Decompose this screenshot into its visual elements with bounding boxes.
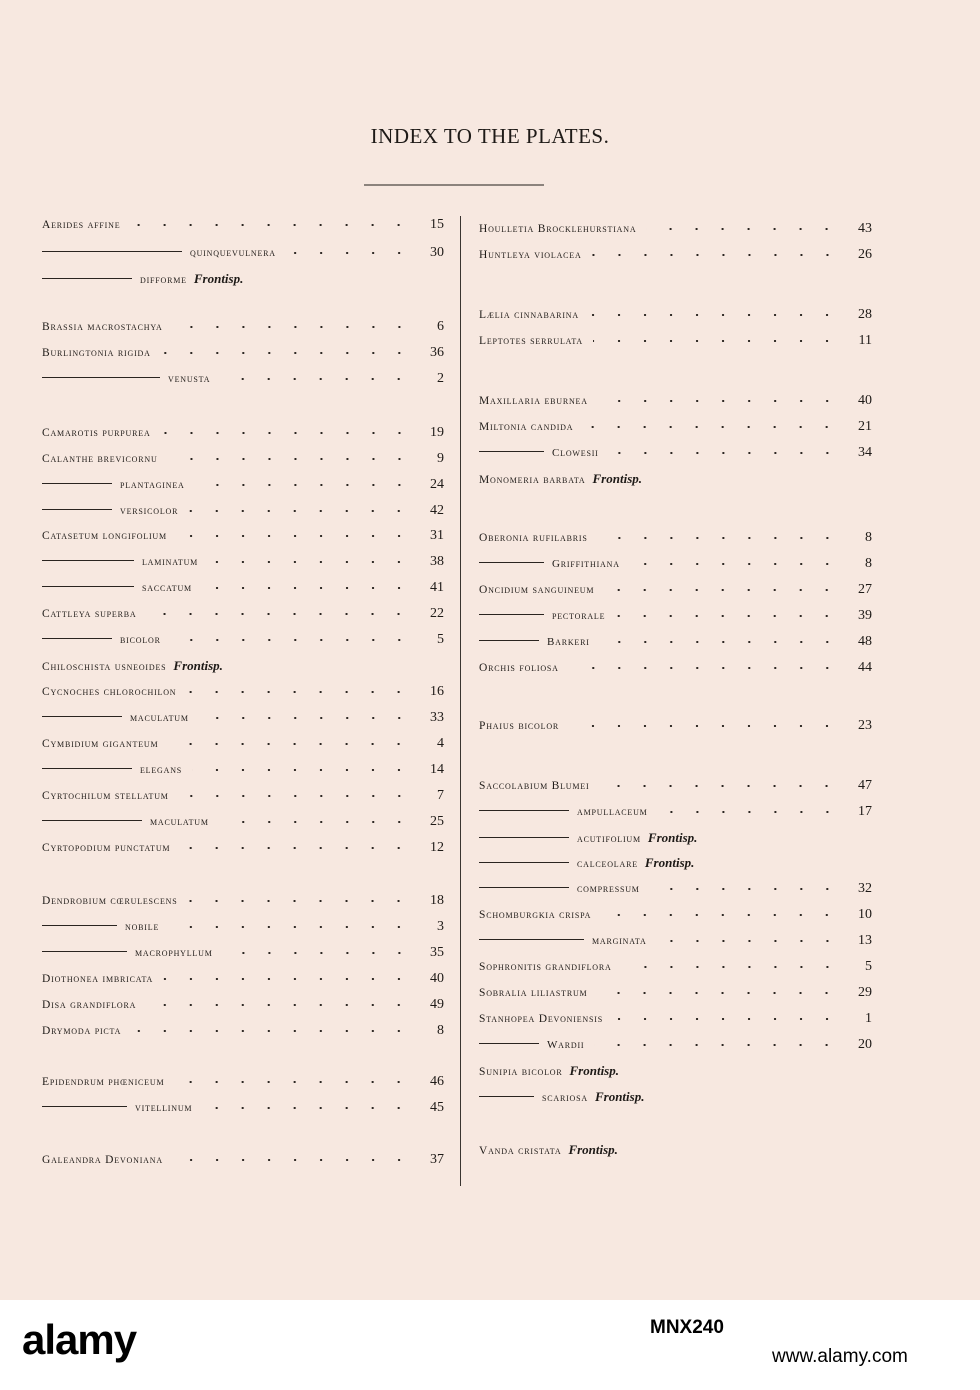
leader-dots	[173, 1159, 412, 1161]
plate-number: 26	[858, 247, 872, 262]
species-name: Cycnoches chlorochilon	[42, 686, 177, 698]
index-entry	[42, 243, 444, 263]
leader-dots	[219, 821, 412, 823]
plate-number: 44	[858, 660, 872, 675]
index-entry	[42, 630, 444, 650]
plate-number: 20	[858, 1037, 872, 1052]
species-name: laminatum	[142, 556, 199, 568]
plate-number: 48	[858, 634, 872, 649]
leader-dots	[186, 691, 412, 693]
index-entry	[42, 995, 444, 1015]
leader-dots	[658, 811, 840, 813]
plate-number: 40	[858, 393, 872, 408]
index-entry	[479, 391, 872, 411]
species-name: nobile	[125, 921, 160, 933]
species-name: Maxillaria eburnea	[479, 395, 588, 407]
plate-number: 2	[437, 371, 444, 386]
frontispiece-note: Frontisp.	[569, 1063, 619, 1078]
plate-number: 10	[858, 907, 872, 922]
species-name: Brassia macrostachya	[42, 321, 163, 333]
plate-number: 1	[865, 1011, 872, 1026]
image-id: MNX240	[650, 1317, 724, 1338]
index-entry	[479, 957, 872, 977]
index-entry	[479, 469, 872, 489]
leader-dots	[646, 228, 840, 230]
frontispiece-note: Frontisp.	[592, 471, 643, 486]
leader-dots	[174, 1081, 412, 1083]
plate-number: 45	[430, 1100, 444, 1115]
species-name: Cyrtochilum stellatum	[42, 790, 169, 802]
index-entry	[479, 802, 872, 822]
index-entry	[42, 1021, 444, 1041]
plate-number: 28	[858, 307, 872, 322]
index-entry	[42, 215, 444, 235]
index-entry	[42, 269, 444, 289]
species-name: Sobralia liliastrum	[479, 987, 588, 999]
frontispiece-note: Frontisp.	[647, 830, 698, 845]
leader-dots	[202, 587, 412, 589]
leader-dots	[604, 589, 840, 591]
species-name: Vanda cristata	[479, 1145, 562, 1157]
index-entry	[479, 245, 872, 265]
plate-number: 8	[865, 530, 872, 545]
ditto-rule	[42, 377, 160, 378]
leader-dots	[168, 458, 412, 460]
index-entry	[42, 838, 444, 858]
index-entry	[479, 632, 872, 652]
plate-number: 19	[430, 425, 444, 440]
ditto-rule	[479, 939, 584, 940]
leader-dots	[589, 314, 840, 316]
index-entry	[479, 528, 872, 548]
leader-dots	[599, 785, 840, 787]
plate-number: 21	[858, 419, 872, 434]
plate-number: 41	[430, 580, 444, 595]
ditto-rule	[42, 716, 122, 717]
plate-number: 8	[865, 556, 872, 571]
index-entry	[479, 331, 872, 351]
index-entry	[42, 708, 444, 728]
species-name: Schomburgkia crispa	[479, 909, 592, 921]
leader-dots	[609, 452, 840, 454]
ditto-rule	[479, 614, 544, 615]
frontispiece-note: Frontisp.	[568, 1142, 618, 1157]
plate-number: 33	[430, 710, 444, 725]
species-name: Leptotes serrulata	[479, 335, 583, 347]
species-name: Dendrobium cœrulescens	[42, 895, 178, 907]
plate-number: 12	[430, 840, 444, 855]
species-name: Lælia cinnabarina	[479, 309, 579, 321]
index-entry	[42, 475, 444, 495]
plate-number: 47	[858, 778, 872, 793]
species-name: Galeandra Devoniana	[42, 1154, 163, 1166]
species-name: Orchis foliosa	[479, 662, 559, 674]
plate-number: 18	[430, 893, 444, 908]
species-name: venusta	[168, 373, 211, 385]
plate-number: 37	[430, 1152, 444, 1167]
site-url: www.alamy.com	[772, 1346, 908, 1367]
index-entry	[479, 1035, 872, 1055]
ditto-rule	[479, 1043, 539, 1044]
leader-dots	[163, 978, 412, 980]
page-title: INDEX TO THE PLATES.	[370, 124, 610, 148]
species-name: macrophyllum	[135, 947, 213, 959]
leader-dots	[286, 252, 412, 254]
species-name: maculatum	[150, 816, 209, 828]
title-rule	[364, 184, 544, 186]
plate-number: 36	[430, 345, 444, 360]
species-name: Barkeri	[547, 636, 590, 648]
leader-dots	[622, 966, 840, 968]
species-name: Clowesii	[552, 447, 599, 459]
species-name: Chiloschista usneoides	[42, 661, 167, 673]
index-entry	[42, 449, 444, 469]
ditto-rule	[42, 278, 132, 279]
species-name: versicolor	[120, 505, 179, 517]
plate-number: 46	[430, 1074, 444, 1089]
species-name: Oncidium sanguineum	[479, 584, 595, 596]
index-entry	[42, 526, 444, 546]
leader-dots	[598, 537, 840, 539]
leader-dots	[161, 352, 412, 354]
ditto-rule	[42, 768, 132, 769]
plate-number: 9	[437, 451, 444, 466]
species-name: Cymbidium giganteum	[42, 738, 159, 750]
stock-footer	[0, 1300, 980, 1390]
leader-dots	[583, 426, 840, 428]
plate-number: 35	[430, 945, 444, 960]
plate-number: 24	[430, 477, 444, 492]
frontispiece-note: Frontisp.	[644, 855, 695, 870]
plate-number: 5	[865, 959, 872, 974]
ditto-rule	[42, 638, 112, 639]
index-entry	[42, 1098, 444, 1118]
plate-number: 6	[437, 319, 444, 334]
species-name: Disa grandiflora	[42, 999, 137, 1011]
index-entry	[42, 343, 444, 363]
index-entry	[42, 317, 444, 337]
species-name: ampullaceum	[577, 806, 648, 818]
species-name: Diothonea imbricata	[42, 973, 154, 985]
ditto-rule	[42, 560, 134, 561]
plate-number: 25	[430, 814, 444, 829]
species-name: calceolare	[577, 858, 638, 870]
ditto-rule	[42, 820, 142, 821]
species-name: saccatum	[142, 582, 192, 594]
leader-dots	[171, 639, 412, 641]
species-name: quinquevulnera	[190, 247, 276, 259]
plate-number: 16	[430, 684, 444, 699]
species-name: Houlletia Brocklehurstiana	[479, 223, 637, 235]
index-entry	[42, 760, 444, 780]
species-name: Stanhopea Devoniensis	[479, 1013, 603, 1025]
plate-number: 11	[858, 333, 872, 348]
plate-number: 30	[430, 245, 444, 260]
plate-number: 34	[858, 445, 872, 460]
species-name: Saccolabium Blumei	[479, 780, 590, 792]
leader-dots	[615, 615, 840, 617]
leader-dots	[192, 769, 412, 771]
ditto-rule	[42, 483, 112, 484]
plate-number: 42	[430, 503, 444, 518]
ditto-rule	[42, 251, 182, 252]
leader-dots	[223, 952, 412, 954]
plate-number: 27	[858, 582, 872, 597]
plate-number: 23	[858, 718, 872, 733]
ditto-rule	[479, 862, 569, 863]
index-entry	[479, 443, 872, 463]
index-entry	[479, 606, 872, 626]
index-entry	[42, 943, 444, 963]
species-name: Sunipia bicolor	[479, 1066, 563, 1078]
index-entry	[42, 891, 444, 911]
species-name: Camarotis purpurea	[42, 427, 151, 439]
species-name: Aerides affine	[42, 219, 121, 231]
plate-number: 4	[437, 736, 444, 751]
species-name: acutifolium	[577, 833, 641, 845]
species-name: difforme	[140, 274, 187, 286]
index-entry	[479, 1009, 872, 1029]
ditto-rule	[479, 810, 569, 811]
leader-dots	[593, 340, 840, 342]
index-entry	[479, 1140, 872, 1160]
plate-number: 8	[437, 1023, 444, 1038]
leader-dots	[569, 725, 840, 727]
index-entry	[42, 1072, 444, 1092]
ditto-rule	[42, 925, 117, 926]
index-entry	[479, 554, 872, 574]
species-name: Huntleya violacea	[479, 249, 582, 261]
leader-dots	[130, 224, 412, 226]
plate-number: 39	[858, 608, 872, 623]
index-entry	[479, 983, 872, 1003]
index-entry	[42, 369, 444, 389]
ditto-rule	[479, 837, 569, 838]
plate-number: 7	[437, 788, 444, 803]
plate-number: 22	[430, 606, 444, 621]
index-entry	[479, 776, 872, 796]
brand-logo: alamy	[22, 1316, 137, 1363]
index-entry	[479, 905, 872, 925]
leader-dots	[173, 326, 412, 328]
index-entry	[42, 423, 444, 443]
leader-dots	[180, 847, 412, 849]
index-entry	[42, 734, 444, 754]
leader-dots	[569, 667, 840, 669]
plate-number: 3	[437, 919, 444, 934]
species-name: scariosa	[542, 1092, 588, 1104]
leader-dots	[168, 743, 412, 745]
index-entry	[42, 969, 444, 989]
leader-dots	[202, 1107, 412, 1109]
plate-number: 49	[430, 997, 444, 1012]
leader-dots	[613, 1018, 840, 1020]
plate-number: 32	[858, 881, 872, 896]
leader-dots	[650, 888, 840, 890]
plate-number: 17	[858, 804, 872, 819]
leader-dots	[195, 484, 412, 486]
species-name: plantaginea	[120, 479, 185, 491]
leader-dots	[169, 926, 412, 928]
index-entry	[42, 682, 444, 702]
species-name: Phaius bicolor	[479, 720, 560, 732]
leader-dots	[208, 561, 412, 563]
species-name: Griffithiana	[552, 558, 620, 570]
index-entry	[479, 580, 872, 600]
species-name: Drymoda picta	[42, 1025, 122, 1037]
ditto-rule	[42, 509, 112, 510]
species-name: Oberonia rufilabris	[479, 532, 588, 544]
species-name: marginata	[592, 935, 647, 947]
species-name: Catasetum longifolium	[42, 530, 167, 542]
index-entry	[479, 828, 872, 848]
plate-number: 5	[437, 632, 444, 647]
index-entry	[42, 656, 444, 676]
ditto-rule	[479, 1096, 534, 1097]
index-entry	[42, 578, 444, 598]
species-name: pectorale	[552, 610, 606, 622]
leader-dots	[188, 510, 412, 512]
index-entry	[479, 305, 872, 325]
plate-number: 38	[430, 554, 444, 569]
plate-number: 40	[430, 971, 444, 986]
leader-dots	[179, 795, 412, 797]
species-name: Burlingtonia rigida	[42, 347, 151, 359]
index-entry	[479, 1087, 872, 1107]
ditto-rule	[42, 1106, 127, 1107]
species-name: Miltonia candida	[479, 421, 574, 433]
leader-dots	[600, 641, 840, 643]
leader-dots	[630, 563, 840, 565]
index-entry	[479, 853, 872, 873]
plate-number: 15	[430, 217, 444, 232]
species-name: compressum	[577, 883, 640, 895]
leader-dots	[161, 432, 412, 434]
index-entry	[42, 917, 444, 937]
column-divider	[460, 216, 461, 1186]
leader-dots	[597, 992, 840, 994]
ditto-rule	[479, 887, 569, 888]
leader-dots	[146, 613, 412, 615]
species-name: maculatum	[130, 712, 189, 724]
species-name: vitellinum	[135, 1102, 193, 1114]
plate-number: 14	[430, 762, 444, 777]
index-entry	[42, 604, 444, 624]
ditto-rule	[42, 586, 134, 587]
species-name: Monomeria barbata	[479, 474, 586, 486]
ditto-rule	[479, 562, 544, 563]
ditto-rule	[479, 451, 544, 452]
ditto-rule	[42, 951, 127, 952]
leader-dots	[594, 1044, 840, 1046]
species-name: Sophronitis grandiflora	[479, 961, 612, 973]
species-name: Wardii	[547, 1039, 585, 1051]
index-entry	[479, 716, 872, 736]
index-entry	[479, 219, 872, 239]
index-entry	[479, 658, 872, 678]
index-entry	[42, 786, 444, 806]
leader-dots	[601, 914, 840, 916]
index-entry	[42, 552, 444, 572]
leader-dots	[187, 900, 412, 902]
frontispiece-note: Frontisp.	[193, 271, 244, 286]
species-name: Epidendrum phœniceum	[42, 1076, 165, 1088]
index-entry	[42, 501, 444, 521]
frontispiece-note: Frontisp.	[173, 658, 223, 673]
leader-dots	[146, 1004, 412, 1006]
species-name: Cattleya superba	[42, 608, 137, 620]
plate-number: 43	[858, 221, 872, 236]
index-entry	[479, 417, 872, 437]
leader-dots	[199, 717, 412, 719]
index-entry	[42, 812, 444, 832]
leader-dots	[657, 940, 840, 942]
index-entry	[479, 879, 872, 899]
species-name: bicolor	[120, 634, 161, 646]
index-entry	[42, 1150, 444, 1170]
plate-number: 29	[858, 985, 872, 1000]
index-entry	[479, 1061, 872, 1081]
frontispiece-note: Frontisp.	[594, 1089, 645, 1104]
index-entry	[479, 931, 872, 951]
leader-dots	[177, 535, 412, 537]
leader-dots	[592, 254, 840, 256]
leader-dots	[220, 378, 412, 380]
species-name: elegans	[140, 764, 183, 776]
leader-dots	[598, 400, 840, 402]
plate-number: 31	[430, 528, 444, 543]
plate-number: 13	[858, 933, 872, 948]
leader-dots	[131, 1030, 412, 1032]
ditto-rule	[479, 640, 539, 641]
species-name: Cyrtopodium punctatum	[42, 842, 171, 854]
species-name: Calanthe brevicornu	[42, 453, 158, 465]
